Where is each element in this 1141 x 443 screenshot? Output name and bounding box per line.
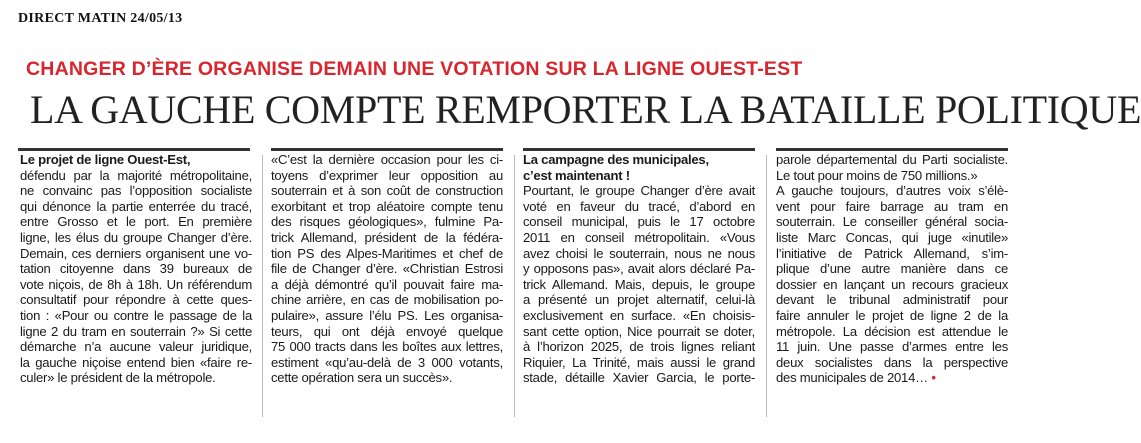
- text-line: Pourtant, le groupe Changer d’ère avait: [523, 183, 755, 199]
- text-line: parole départemental du Parti socialiste.: [776, 152, 1008, 167]
- text-line: devant le tribunal administratif pour: [776, 292, 1008, 308]
- text-line: voté en faveur du tracé, d’abord en: [523, 198, 755, 214]
- text-line: vote niçois, de 8h à 18h. Un référendum: [20, 276, 252, 292]
- text-line: a déjà démontré qu’il pouvait faire ma-: [271, 276, 503, 292]
- text-line: toyens d’exprimer leur opposition au: [271, 167, 503, 183]
- column-rule: [523, 148, 755, 151]
- text-line: deux socialistes dans la perspective: [776, 354, 1008, 370]
- newspaper-source-date: DIRECT MATIN 24/05/13: [18, 11, 183, 26]
- text-line: stade, détaille Xavier Garcia, le porte-: [523, 370, 755, 386]
- text-line: 2011 en conseil métropolitain. «Vous: [523, 229, 755, 245]
- text-line: chine arrière, en cas de mobilisation po-: [271, 292, 503, 308]
- text-line: y opposons pas», avait alors déclaré Pa-: [523, 261, 755, 277]
- text-line: sant cette option, Nice pourrait se doter,: [523, 323, 755, 339]
- text-line: tation citoyenne dans 39 bureaux de: [20, 261, 252, 277]
- text-line: «C’est la dernière occasion pour les ci-: [271, 152, 503, 167]
- text-line: pulaire», assure l’élu PS. Les organisa-: [271, 307, 503, 323]
- text-line: plique d’une autre manière dans ce: [776, 261, 1008, 277]
- text-line: dossier en lançant un recours gracieux: [776, 276, 1008, 292]
- text-line: tion PS des Alpes-Maritimes et chef de: [271, 245, 503, 261]
- text-line: file de Changer d’ère. «Christian Estrosi: [271, 261, 503, 277]
- article-headline: LA GAUCHE COMPTE REMPORTER LA BATAILLE POLITIQUE: [30, 87, 1141, 132]
- text-line: l’initiative de Patrick Allemand, s’im-: [776, 245, 1008, 261]
- text-line: Riquier, La Trinité, mais aussi le grand: [523, 354, 755, 370]
- text-line: Le tout pour moins de 750 millions.»: [776, 167, 978, 183]
- text-line: a présenté un projet alternatif, celui-là: [523, 292, 755, 308]
- text-line: 75 000 tracts dans les boîtes aux lettres,: [271, 339, 503, 355]
- column-separator: [262, 155, 263, 417]
- article-column-1: [20, 152, 252, 386]
- text-line: liste Marc Concas, qui juge «inutile»: [776, 229, 1008, 245]
- text-line: démarche n’a aucune valeur juridique,: [20, 339, 252, 355]
- text-line: ligne 2 du tram en souterrain ?» Si cette: [20, 323, 252, 339]
- text-line: culer» le président de la métropole.: [20, 370, 216, 386]
- text-line: la gauche niçoise entend bien «faire re-: [20, 354, 252, 370]
- final-text: des municipales de 2014…: [776, 370, 928, 386]
- text-line: des risques géologiques», fulmine Pa-: [271, 214, 503, 230]
- column-separator: [766, 155, 767, 417]
- text-line: A gauche toujours, d’autres voix s’élè-: [776, 183, 1008, 199]
- text-line: défendu par la majorité métropolitaine,: [20, 167, 252, 183]
- subhead-line: La campagne des municipales,: [523, 152, 709, 167]
- text-line: tion : «Pour ou contre le passage de la: [20, 307, 252, 323]
- text-line: Demain, ces derniers organisent une vo-: [20, 245, 252, 261]
- text-line: entre Grosso et le port. En première: [20, 214, 252, 230]
- column-rule: [776, 148, 1008, 151]
- text-line: ne convainc pas l’opposition socialiste: [20, 183, 252, 199]
- text-line: conseil municipal, puis le 17 octobre: [523, 214, 755, 230]
- text-line: consultatif pour répondre à cette ques-: [20, 292, 252, 308]
- column-lead: Le projet de ligne Ouest-Est,: [20, 152, 191, 167]
- text-line: faire annuler le projet de ligne 2 de la: [776, 307, 1008, 323]
- text-line: trick Allemand. Mais, depuis, le groupe: [523, 276, 755, 292]
- text-line: cette opération sera un succès».: [271, 370, 453, 386]
- text-line: teurs, qui ont déjà envoyé quelque: [271, 323, 503, 339]
- end-of-article-bullet: •: [931, 370, 936, 386]
- column-rule: [18, 148, 250, 151]
- text-line: à l’horizon 2025, de trois lignes reliant: [523, 339, 755, 355]
- text-line: 11 juin. Une passe d’armes entre les: [776, 339, 1008, 355]
- text-line: estiment «qu’au-delà de 3 000 votants,: [271, 354, 503, 370]
- text-line: souterrain et à son coût de construction: [271, 183, 503, 199]
- column-rule: [271, 148, 503, 151]
- text-line: trick Allemand, président de la fédéra-: [271, 229, 503, 245]
- text-line: métropole. La décision est attendue le: [776, 323, 1008, 339]
- text-line: souterrain. Le conseiller général socia-: [776, 214, 1008, 230]
- text-line: qui dénonce la partie enterrée du tracé,: [20, 198, 252, 214]
- text-line: avez choisi le souterrain, nous ne nous: [523, 245, 755, 261]
- text-line: ligne, les élus du groupe Changer d’ère.: [20, 229, 252, 245]
- column-separator: [514, 155, 515, 417]
- subhead-line: c’est maintenant !: [523, 167, 630, 183]
- article-kicker: CHANGER D’ÈRE ORGANISE DEMAIN UNE VOTATION SUR LA LIGNE OUEST-EST: [26, 58, 803, 80]
- article-column-2: [271, 152, 503, 386]
- text-line: exclusivement en surface. «En choisis-: [523, 307, 755, 323]
- text-line: exorbitant et trop aléatoire compte tenu: [271, 198, 503, 214]
- article-column-3: [523, 152, 755, 386]
- text-line: vent pour faire barrage au tram en: [776, 198, 1008, 214]
- article-column-4: [776, 152, 1008, 386]
- text-line-final: [776, 370, 1008, 386]
